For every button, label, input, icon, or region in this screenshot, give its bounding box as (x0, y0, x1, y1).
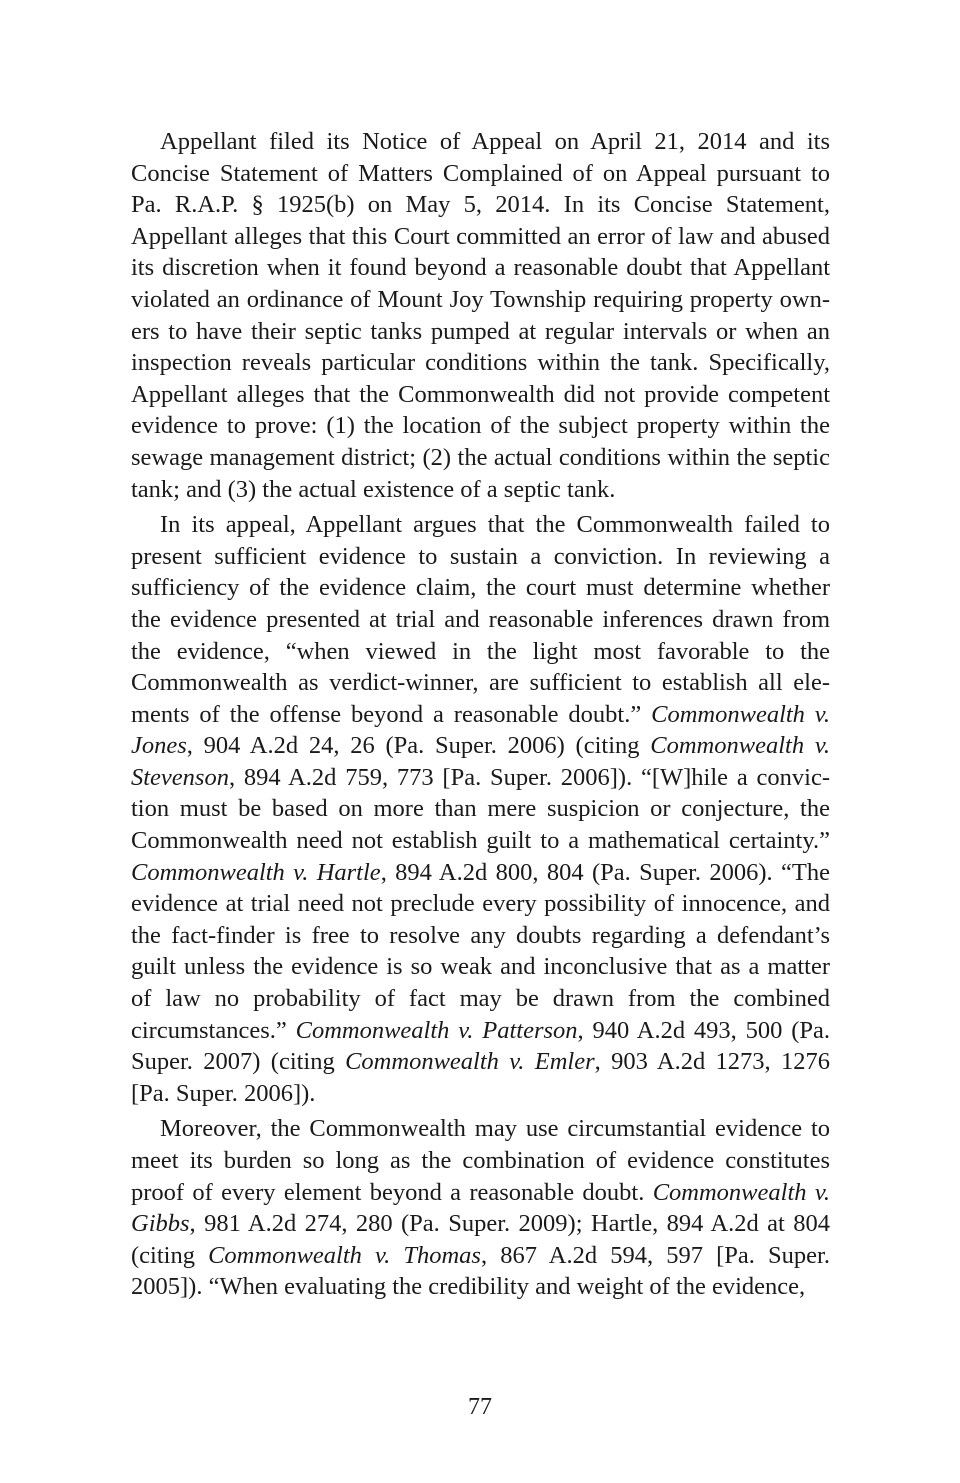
case-citation: Commonwealth v. Thomas (208, 1241, 481, 1269)
case-citation: Commonwealth v. Jones (131, 700, 830, 760)
text-segment: , 894 A.2d 800, 804 (Pa. Super. 2006). “The evidence at trial need not preclude every possibility of innocence, and the fact-finder is free to resolve any doubts regarding a defendant’s guilt unless the evidence is so weak and inconclusive that as a matter of law no probability of fact may be drawn from the combined circumstances.” (131, 858, 830, 1044)
text-segment: , 940 A.2d 493, 500 (Pa. Super. 2007) (citing (131, 1016, 830, 1076)
paragraph-3 (131, 1113, 830, 1303)
text-segment: , 904 A.2d 24, 26 (Pa. Super. 2006) (citing (186, 732, 651, 760)
text-segment: Moreover, the Commonwealth may use circumstantial evidence to meet its burden so long as the combination of evidence constitutes proof of every element beyond a reasonable doubt. (131, 1115, 830, 1206)
text-segment: Appellant filed its Notice of Appeal on April 21, 2014 and its Concise Statement of Matters Complained of on Appeal pursuant to Pa. R.A.P. § 1925(b) on May 5, 2014. In its Concise Statement, Appellant alleges that this Court committed an error of law and abused its discretion when it found beyond a reasonable doubt that Appellant violated an ordinance of Mount Joy Township requiring property owners to have their septic tanks pumped at regular intervals or when an inspection reveals particular conditions within the tank. Specifically, Appellant alleges that the Commonwealth did not provide competent evidence to prove: (1) the location of the subject property within the sewage management district; (2) the actual conditions within the septic tank; and (3) the actual existence of a septic tank. (131, 128, 830, 503)
text-segment: , 894 A.2d 759, 773 [Pa. Super. 2006]). “[W]hile a conviction must be based on more than mere suspicion or conjecture, the Commonwealth need not establish guilt to a mathematical certainty.” (131, 763, 830, 855)
paragraph-1 (131, 126, 830, 505)
text-segment: In its appeal, Appellant argues that the Commonwealth failed to present sufficient evidence to sustain a conviction. In reviewing a sufficiency of the evidence claim, the court must determine whether the evidence presented at trial and reasonable inferences drawn from the evidence, “when viewed in the light most favorable to the Commonwealth as verdict-winner, are sufficient to establish all elements of the offense beyond a reasonable doubt.” (131, 511, 830, 728)
case-citation: Commonwealth v. Gibbs (131, 1178, 830, 1238)
text-segment: , 867 A.2d 594, 597 [Pa. Super. 2005]). “When evaluating the credibility and weight of the evidence, (131, 1241, 830, 1301)
text-segment: , 981 A.2d 274, 280 (Pa. Super. 2009); Hartle, 894 A.2d at 804 (citing (131, 1210, 830, 1269)
text-segment: , 903 A.2d 1273, 1276 [Pa. Super. 2006]). (131, 1048, 831, 1107)
case-citation: Commonwealth v. Patterson (295, 1016, 578, 1044)
page-number: 77 (468, 1394, 492, 1420)
paragraph-2 (131, 509, 830, 1109)
case-citation: Commonwealth v. Hartle (131, 858, 381, 886)
case-citation: Commonwealth v. Stevenson (131, 732, 830, 791)
case-citation: Commonwealth v. Emler (345, 1048, 595, 1076)
body-text (131, 126, 830, 1303)
